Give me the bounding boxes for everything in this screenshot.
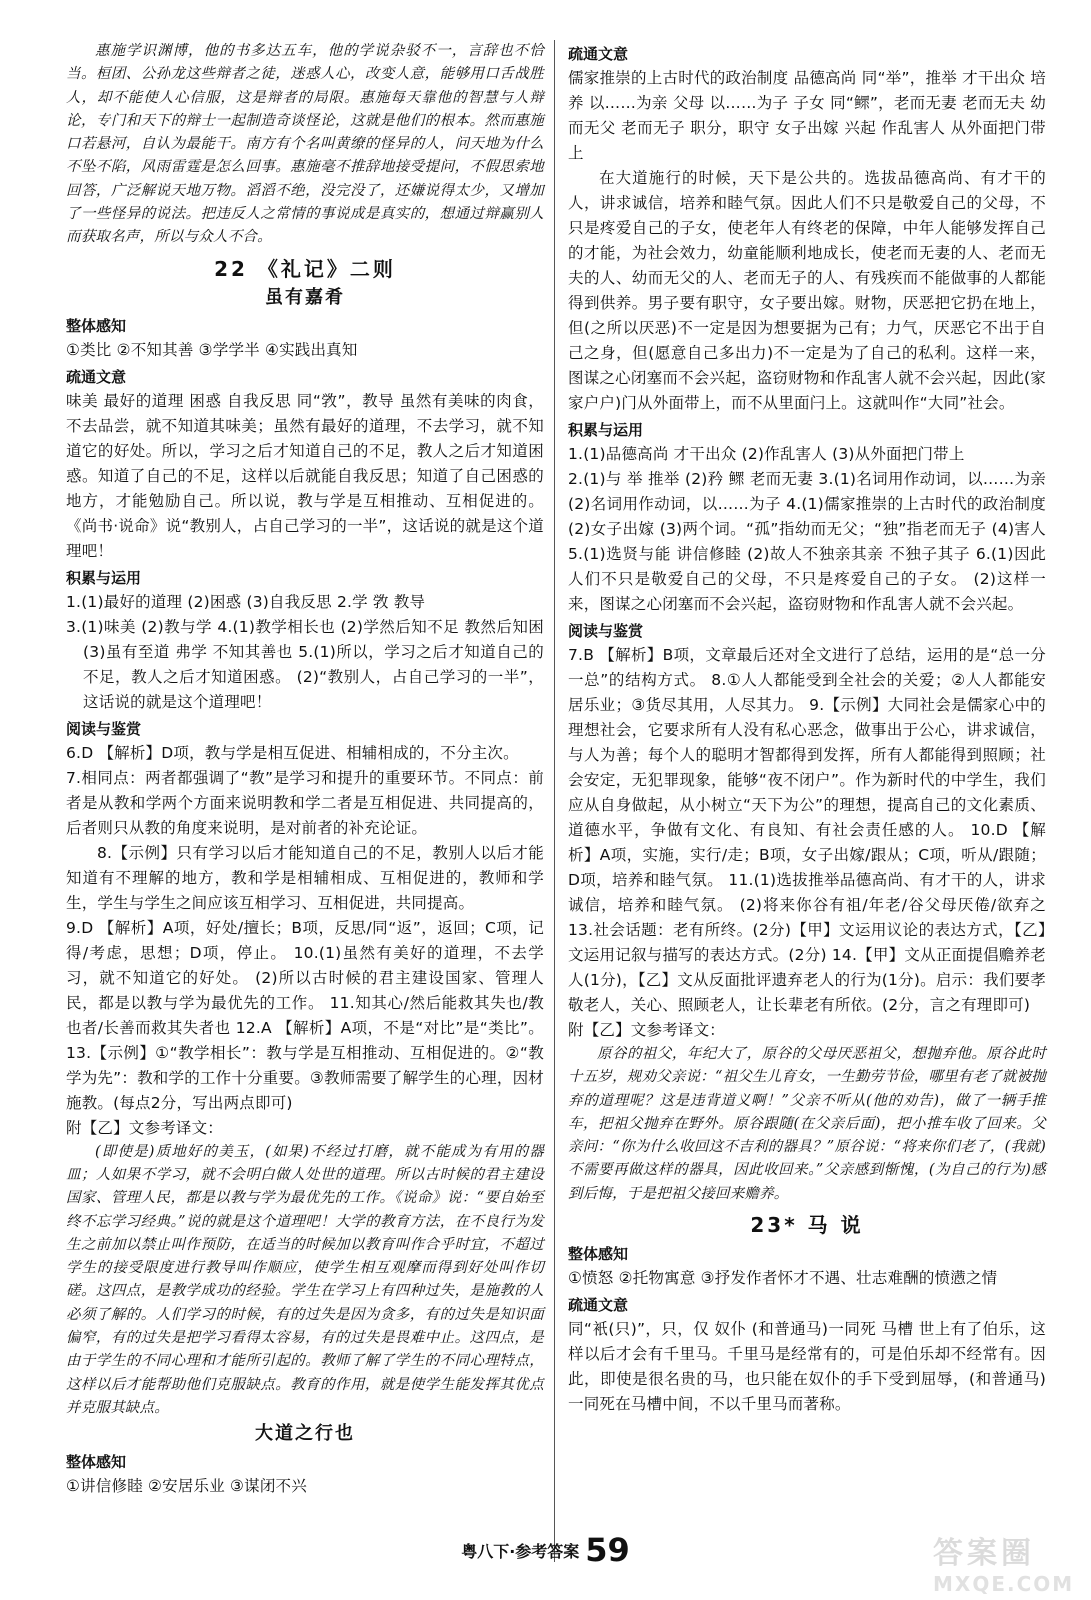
section-meaning-2: 疏通文意 xyxy=(568,45,629,63)
section-overall-2: 整体感知 xyxy=(66,1453,127,1472)
section-reading: 阅读与鉴赏 xyxy=(66,719,142,738)
reading-q8: 8.【示例】只有学习以后才能知道自己的不足，教别人以后才能知道有不理解的地方，教和学是相辅相成、互相促进的，教师和学生，学生与学生之间应该互相学习、互相促进，共同提高。 xyxy=(66,843,544,912)
translation-label: 附【乙】文参考译文： xyxy=(66,1118,224,1137)
translation-yi-text-2: 原谷的祖父，年纪大了，原谷的父母厌恶祖父，想抛弃他。原谷此时十五岁，规劝父亲说：“祖父生儿育女，一生勤劳节俭，哪里有老了就被抛弃的道理呢？这是违背道义啊！”父亲不听从(他的劝告)，做了一辆手推车，把祖父抛弃在野外。原谷跟随(在父亲后面)，把小推车收了回来。父亲问：“你为什么收回这不吉利的器具？”原谷说：“将来你们老了，(我就)不需要再做这样的器具，因此收回来。”父亲感到惭愧，(为自己的行为)感到后悔，于是把祖父接回来赡养。 xyxy=(568,1046,1047,1202)
watermark-url: MXQE.COM xyxy=(933,1572,1075,1596)
meaning-text: 味美 最好的道理 困惑 自我反思 同“敩”，教导 虽然有美味的肉食，不去品尝，就不知道其味美；虽然有最好的道理，不去学习，就不知道它的好处。所以，学习之后才知道自己的不足，教人之后才知道困惑。知道了自己的不足，这样以后就能自我反思；知道了自己困惑的地方，才能勉励自己。所以说，教与学是互相推动、互相促进的。《尚书·说命》说“教别人，占自己学习的一半”，这话说的就是这个道理吧！ xyxy=(66,391,544,560)
chapter-title-23: 23* 马 说 xyxy=(750,1213,864,1238)
translation-yi-text: (即使是)质地好的美玉，(如果)不经过打磨，就不能成为有用的器皿；人如果不学习，就不会明白做人处世的道理。所以古时候的君主建设国家、管理人民，都是以教与学为最优先的工作。《说命》说：“要自始至终不忘学习经典。”说的就是这个道理吧！大学的教育方法，在不良行为发生之前加以禁止叫作预防，在适当的时候加以教育叫作合乎时宜，不超过学生的接受限度进行教导叫作顺应，使学生相互观摩而得到好处叫作切磋。这四点，是教学成功的经验。学生在学习上有四种过失，是施教的人必须了解的。人们学习的时候，有的过失是因为贪多，有的过失是知识面偏窄，有的过失是把学习看得太容易，有的过失是畏难中止。这四点，是由于学生的不同心理和才能所引起的。教师了解了学生的不同心理特点，这样以后才能帮助他们克服缺点。教育的作用，就是使学生能发挥其优点并克服其缺点。 xyxy=(66,1143,544,1416)
watermark-logo-text: 答案圈 xyxy=(933,1536,1035,1571)
section-accumulate-2: 积累与运用 xyxy=(568,421,644,439)
reading-q9-13: 9.D 【解析】A项，好处/擅长；B项，反思/同“返”，返回；C项，记得/考虑，思想；D项，停止。 10.(1)虽然有美好的道理，不去学习，就不知道它的好处。 (2)所以古时候的君主建设国家、管理人民，都是以教与学为最优先的工作。 11.知其心/然后能救其失也/教也者/长善而救其失者也 12.A 【解析】A项，不是“对比”是“类比”。 13.【示例】①“教学相长”：教与学是互相推动、互相促进的。②“教学为先”：教和学的工作十分重要。③教师需要了解学生的心理，因材施教。(每点2分，写出两点即可) xyxy=(66,918,544,1112)
section-overall: 整体感知 xyxy=(66,316,127,335)
accumulate-line-1: 1.(1)最好的道理 (2)困惑 (3)自我反思 2.学 敩 教导 xyxy=(66,592,426,611)
meaning-text-3: 同“衹(只)”，只，仅 奴仆 (和普通马)一同死 马槽 世上有了伯乐，这样以后才会有千里马。千里马是经常有的，可是伯乐却不经常有。因此，即使是很名贵的马，也只能在奴仆的手下受到屈辱，(和普通马)一同死在马槽中间，不以千里马而著称。 xyxy=(568,1320,1046,1414)
section-overall-3: 整体感知 xyxy=(568,1245,629,1264)
accumulate2-line-1: 1.(1)品德高尚 才干出众 (2)作乱害人 (3)从外面把门带上 xyxy=(568,445,965,463)
overall-answers-2: ①讲信修睦 ②安居乐业 ③谋闭不兴 xyxy=(66,1477,307,1496)
subtitle-sui-you-jia-yao: 虽有嘉肴 xyxy=(265,286,345,308)
left-column xyxy=(66,40,544,1499)
page-footer xyxy=(0,1530,1091,1572)
right-column xyxy=(568,40,1046,1417)
reading-q7: 7.相同点：两者都强调了“教”是学习和提升的重要环节。不同点：前者是从教和学两个方面来说明教和学二者是互相促进、共同提高的，后者则只从教的角度来说明，是对前者的补充论证。 xyxy=(66,768,544,837)
translation-label-2: 附【乙】文参考译文： xyxy=(568,1021,726,1039)
accumulate-line-2: 3.(1)味美 (2)教与学 4.(1)教学相长也 (2)学然后知不足 教然后知困 (3)虽有至道 弗学 不知其善也 5.(1)所以，学习之后才知道自己的不足，教人之后才知道困惑。 (2)“教别人，占自己学习的一半”，这话说的就是这个道理吧！ xyxy=(66,617,544,711)
accumulate2-line-2: 2.(1)与 举 推举 (2)矜 鳏 老而无妻 3.(1)名词用作动词，以……为亲 (2)名词用作动词，以……为子 4.(1)儒家推崇的上古时代的政治制度 (2)女子出嫁 (3)两个词。“孤”指幼而无父；“独”指老而无子 (4)害人 5.(1)选贤与能 讲信修睦 (2)故人不独亲其亲 不独子其子 6.(1)因此人们不只是敬爱自己的父母，不只是疼爱自己的子女。 (2)这样一来，图谋之心闭塞而不会兴起，盗窃财物和作乱害人就不会兴起。 xyxy=(568,470,1046,613)
column-divider xyxy=(554,40,555,1562)
subtitle-da-dao: 大道之行也 xyxy=(255,1423,355,1445)
reading2-answers: 7.B 【解析】B项，文章最后还对全文进行了总结，运用的是“总一分一总”的结构方式。 8.①人人都能受到全社会的关爱；②人人都能安居乐业；③货尽其用，人尽其力。 9.【示例】大同社会是儒家心中的理想社会，它要求所有人没有私心恶念，做事出于公心，讲求诚信，与人为善；每个人的聪明才智都得到发挥，所有人都能得到照顾；社会安定，无犯罪现象，能够“夜不闭户”。作为新时代的中学生，我们应从自身做起，从小树立“天下为公”的理想，提高自己的文化素质、道德水平，争做有文化、有良知、有社会责任感的人。 10.D 【解析】A项，实施，实行/走；B项，女子出嫁/跟从；C项，听从/跟随；D项，培养和睦气氛。 11.(1)选拔推举品德高尚、有才干的人，讲求诚信，培养和睦气氛。 (2)将来你谷有祖/年老/谷父母厌倦/欲弃之 13.社会话题：老有所终。(2分)【甲】文运用议论的表达方式，【乙】文运用记叙与描写的表达方式。(2分) 14.【甲】文从正面提倡赡养老人(1分)，【乙】文从反面批评遗弃老人的行为(1分)。启示：我们要孝敬老人，关心、照顾老人，让长辈老有所依。(2分，言之有理即可) xyxy=(568,646,1046,1014)
section-reading-2: 阅读与鉴赏 xyxy=(568,622,644,640)
meaning-glossary-2: 儒家推崇的上古时代的政治制度 品德高尚 同“举”，推举 才干出众 培养 以……为亲 父母 以……为子 子女 同“鳏”，老而无妻 老而无夫 幼而无父 老而无子 职分，职守 女子出嫁 兴起 作乱害人 从外面把门带上 xyxy=(568,69,1046,162)
chapter-title-22: 22 《礼记》二则 xyxy=(214,256,396,281)
overall-answers-3: ①愤怒 ②托物寓意 ③抒发作者怀才不遇、壮志难酬的愤懑之情 xyxy=(568,1269,998,1288)
section-meaning-3: 疏通文意 xyxy=(568,1296,629,1315)
page-number: 59 xyxy=(585,1531,630,1569)
overall-answers: ①类比 ②不知其善 ③学学半 ④实践出真知 xyxy=(66,340,358,359)
meaning-text-2: 在大道施行的时候，天下是公共的。选拔品德高尚、有才干的人，讲求诚信，培养和睦气氛。因此人们不只是敬爱自己的父母，不只是疼爱自己的子女，使老年人有终老的保障，中年人能够发挥自己的才能，为社会效力，幼童能顺利地成长，使老而无妻的人、老而无夫的人、幼而无父的人、老而无子的人、有残疾而不能做事的人都能得到供养。男子要有职守，女子要出嫁。财物，厌恶把它扔在地上，但(之所以厌恶)不一定是因为想要据为己有；力气，厌恶它不出于自己之身，但(愿意自己多出力)不一定是为了自己的私利。这样一来，图谋之心闭塞而不会兴起，盗窃财物和作乱害人就不会兴起，因此(家家户户)门从外面带上，而不从里面闩上。这就叫作“大同”社会。 xyxy=(568,169,1046,412)
watermark-logo xyxy=(933,1528,1073,1594)
translation-paragraph-prev: 惠施学识渊博，他的书多达五车，他的学说杂驳不一，言辞也不恰当。桓团、公孙龙这些辩者之徒，迷惑人心，改变人意，能够用口舌战胜人，却不能使人心信服，这是辩者的局限。惠施每天靠他的智慧与人辩论，专门和天下的辩士一起制造奇谈怪论，这就是他们的根本。然而惠施口若悬河，自认为最能干。南方有个名叫黄缭的怪异的人，问天地为什么不坠不陷，风雨雷霆是怎么回事。惠施毫不推辞地接受提问，不假思索地回答，广泛解说天地万物。滔滔不绝，没完没了，还嫌说得太少，又增加了一些怪异的说法。把违反人之常情的事说成是真实的，想通过辩赢别人而获取名声，所以与众人不合。 xyxy=(66,43,544,246)
section-accumulate: 积累与运用 xyxy=(66,568,142,587)
section-meaning: 疏通文意 xyxy=(66,367,127,386)
reading-q6: 6.D 【解析】D项，教与学是相互促进、相辅相成的，不分主次。 xyxy=(66,743,519,762)
footer-label: 粤八下·参考答案 xyxy=(461,1542,580,1561)
